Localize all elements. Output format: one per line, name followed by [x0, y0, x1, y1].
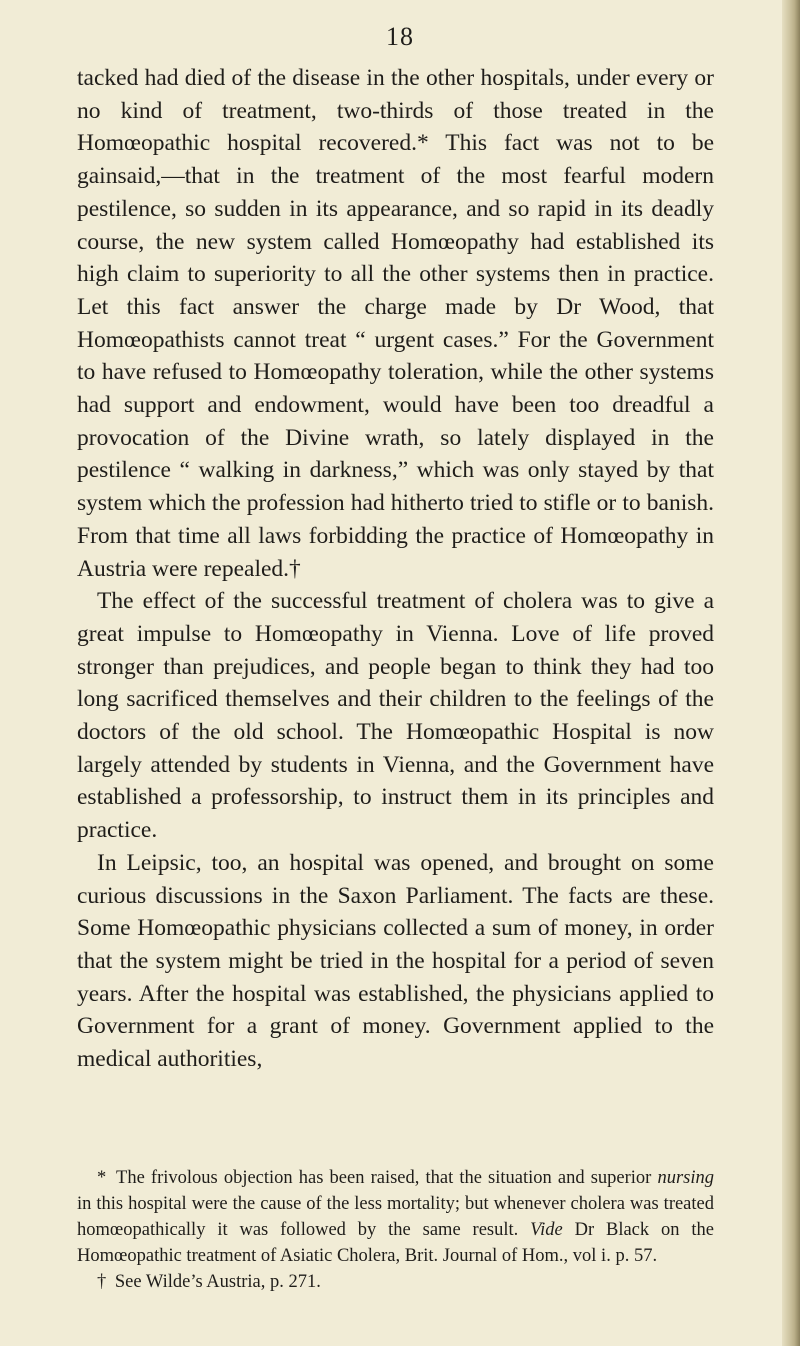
paragraph-3: In Leipsic, too, an hospital was opened, and brought on some curious discussions in the Saxon Parliament. The facts are these. Some Homœopathic physicians collected a sum of money, in order that the system might be tried in the hospital for a period of seven years. After the hospital was established, the physicians applied to Government for a grant of money. Government applied to the medical authorities,	[77, 849, 714, 1073]
footnote-dagger	[77, 1269, 714, 1295]
footnote-italic: Vide	[530, 1220, 563, 1240]
footnotes	[77, 1165, 714, 1295]
footnote-mark: *	[97, 1168, 107, 1188]
footnote-asterisk	[77, 1165, 714, 1269]
paragraph-1: tacked had died of the disease in the other hospitals, under every or no kind of treatment, two-thirds of those treated in the Homœopathic hospital recovered.* This fact was not to be gainsaid,—that in the treatment of the most fearful modern pestilence, so sudden in its appearance, and so rapid in its deadly course, the new system called Homœopathy had established its high claim to superiority to all the other systems then in practice. Let this fact answer the charge made by Dr Wood, that Homœopathists cannot treat “ urgent cases.” For the Government to have refused to Homœopathy toleration, while the other systems had support and endowment, would have been too dreadful a provocation of the Divine wrath, so lately displayed in the pestilence “ walking in darkness,” which was only stayed by that system which the profession had hitherto tried to stifle or to banish. From that time all laws forbidding the practice of Homœopathy in Austria were repealed.†	[77, 65, 714, 582]
page-edge	[782, 0, 800, 1346]
footnote-mark: †	[97, 1272, 107, 1292]
page-number: 18	[386, 22, 414, 51]
footnote-text: Dr Black on the Homœopathic treatment of Asiatic Cholera, Brit. Journal of Hom., vol i. p. 57.	[77, 1220, 714, 1266]
footnote-text: The frivolous objection has been raised, that the situation and superior	[116, 1168, 652, 1188]
paragraph-2: The effect of the successful treatment of cholera was to give a great impulse to Homœopathy in Vienna. Love of life proved stronger than prejudices, and people began to think they had too long sacrificed themselves and their children to the feelings of the doctors of the old school. The Homœopathic Hospital is now largely attended by students in Vienna, and the Government have established a professorship, to instruct them in its principles and practice.	[77, 588, 714, 844]
footnote-text: See Wilde’s Austria, p. 271.	[114, 1272, 321, 1292]
footnote-italic: nursing	[657, 1168, 715, 1188]
footnote-text: in this hospital were the cause of the less mortality; but whenever cholera was treated homœopathically it was followed by the same result.	[77, 1194, 714, 1240]
body-text	[77, 62, 714, 1076]
